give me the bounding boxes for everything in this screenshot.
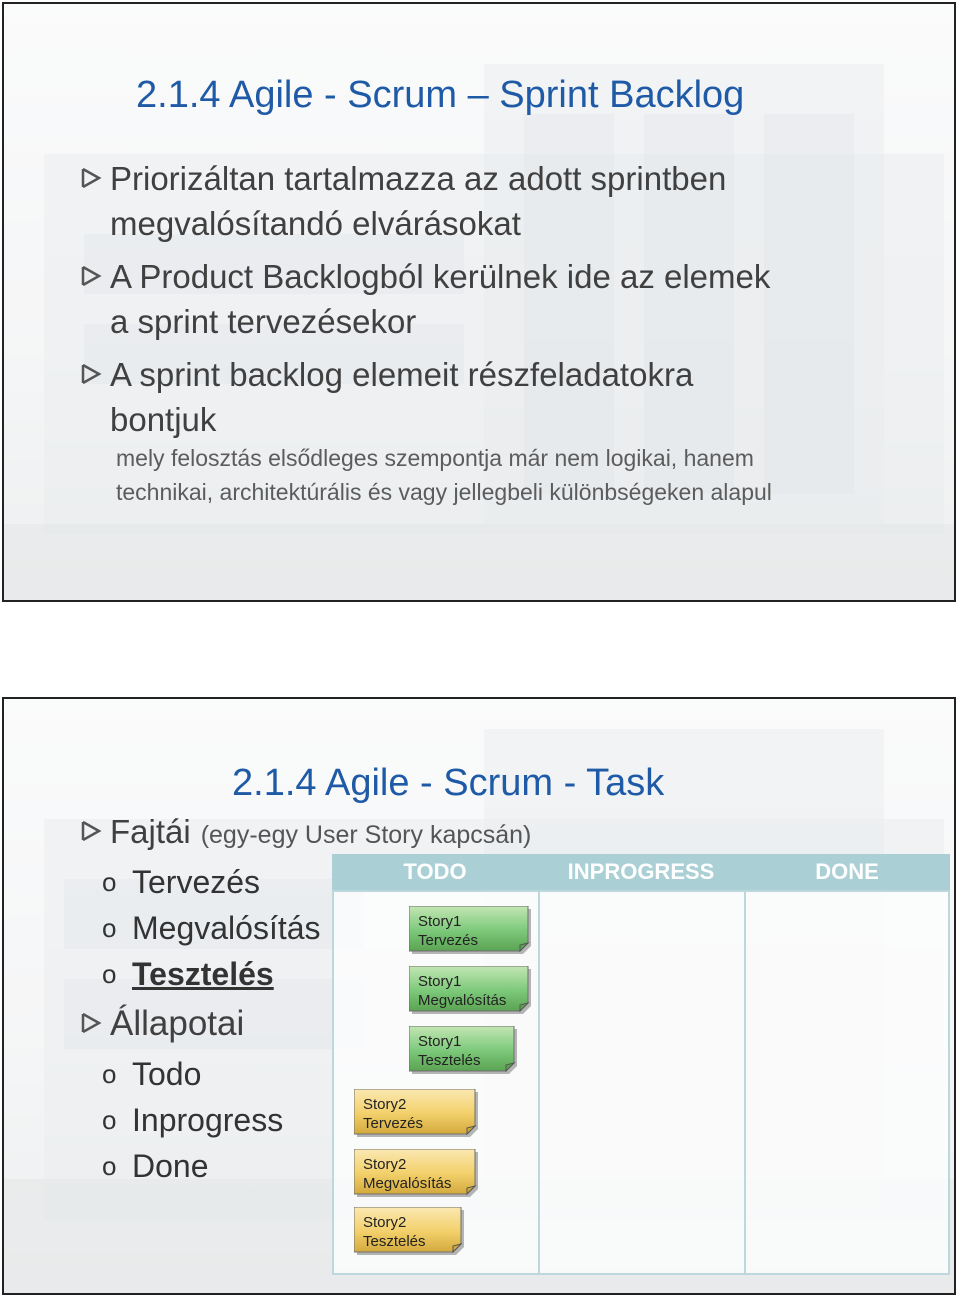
- task-card[interactable]: [409, 966, 531, 1014]
- task-name: Tesztelés: [363, 1233, 426, 1250]
- task-card-label: [418, 972, 506, 1010]
- task-card-label: [418, 912, 478, 950]
- task-card[interactable]: [354, 1089, 478, 1137]
- bullet-item: Priorizáltan tartalmazza az adott sprintben megvalósítandó elvárásokat: [80, 156, 726, 246]
- task-name: Megvalósítás: [418, 992, 507, 1009]
- task-card[interactable]: [354, 1207, 464, 1255]
- task-card-label: [363, 1095, 423, 1133]
- story-name: Story2: [363, 1214, 407, 1231]
- bullet-allapotai: Állapotai: [80, 1001, 244, 1046]
- bullet-item: A sprint backlog elemeit részfeladatokra bontjuk: [80, 352, 693, 442]
- list-item: o Todo: [102, 1055, 202, 1092]
- circle-bullet-icon: o: [102, 866, 117, 897]
- column-header-inprogress: INPROGRESS: [538, 854, 744, 890]
- story-name: Story2: [363, 1096, 407, 1113]
- story-name: Story1: [418, 1033, 462, 1050]
- task-card[interactable]: [409, 906, 531, 954]
- slide-title: 2.1.4 Agile - Scrum - Task: [232, 762, 665, 804]
- story-name: Story1: [418, 973, 462, 990]
- task-name: Megvalósítás: [363, 1175, 452, 1192]
- arrow-bullet-icon: [80, 254, 110, 288]
- task-name: Tesztelés: [418, 1052, 481, 1069]
- arrow-bullet-icon: [80, 1001, 110, 1035]
- arrow-bullet-icon: [80, 352, 110, 386]
- column-inprogress: [538, 890, 746, 1275]
- circle-bullet-icon: o: [102, 958, 117, 989]
- bullet-item: A Product Backlogból kerülnek ide az elemek a sprint tervezésekor: [80, 254, 770, 344]
- slide-title: 2.1.4 Agile - Scrum – Sprint Backlog: [136, 74, 745, 116]
- circle-bullet-icon: o: [102, 912, 117, 943]
- bullet-fajtai: Fajtái (egy-egy User Story kapcsán): [80, 809, 531, 858]
- list-item: o Inprogress: [102, 1101, 284, 1138]
- story-name: Story1: [418, 913, 462, 930]
- task-card-label: [418, 1032, 481, 1070]
- task-card-label: [363, 1213, 426, 1251]
- arrow-bullet-icon: [80, 809, 110, 843]
- sub-bullet-text: mely felosztás elsődleges szempontja már nem logikai, hanem technikai, architektúrális és vagy jellegbeli különbségeken alapul: [116, 445, 772, 505]
- story-name: Story2: [363, 1156, 407, 1173]
- slide-sprint-backlog: [2, 2, 956, 602]
- task-card[interactable]: [354, 1149, 478, 1197]
- circle-bullet-icon: o: [102, 1104, 117, 1135]
- column-header-todo: TODO: [332, 854, 538, 890]
- list-item: o Megvalósítás: [102, 909, 321, 946]
- circle-bullet-icon: o: [102, 1058, 117, 1089]
- task-card-label: [363, 1155, 451, 1193]
- column-done: [744, 890, 950, 1275]
- list-item: o Tesztelés: [102, 955, 274, 992]
- task-name: Tervezés: [418, 932, 479, 949]
- column-header-done: DONE: [744, 854, 950, 890]
- slide-task: [2, 697, 956, 1295]
- arrow-bullet-icon: [80, 156, 110, 190]
- task-name: Tervezés: [363, 1115, 424, 1132]
- list-item: o Tervezés: [102, 863, 261, 900]
- task-card[interactable]: [409, 1026, 517, 1074]
- list-item: o Done: [102, 1147, 209, 1184]
- circle-bullet-icon: o: [102, 1150, 117, 1181]
